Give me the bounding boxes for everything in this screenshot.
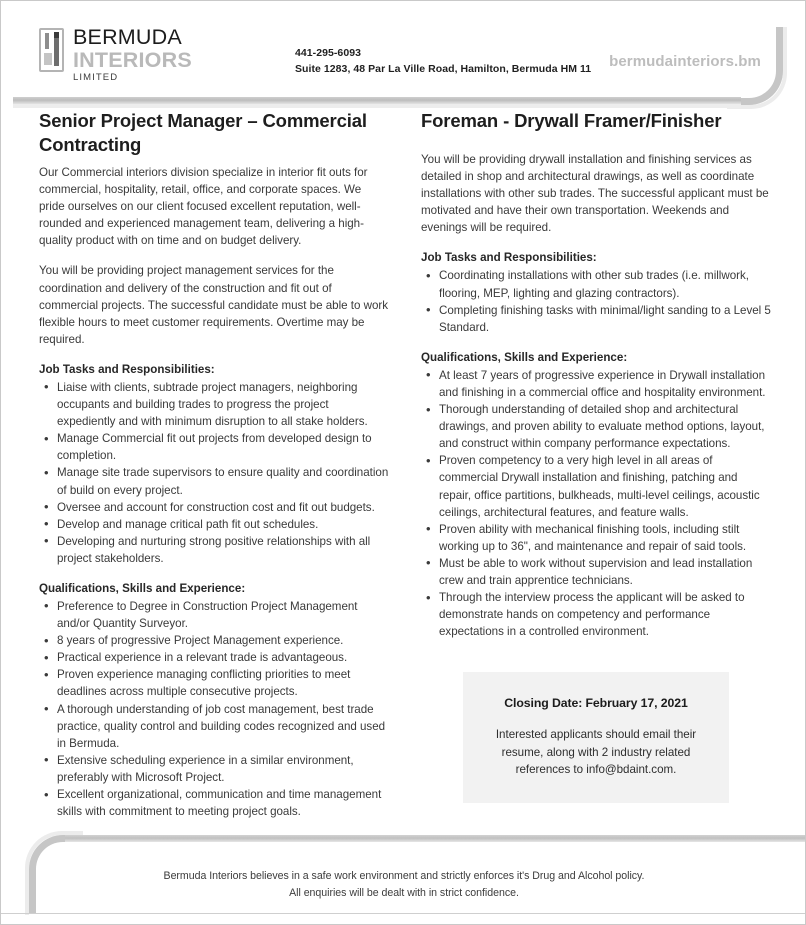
- job-tasks-heading: Job Tasks and Responsibilities:: [39, 362, 215, 376]
- job-tasks-list: [39, 379, 389, 567]
- job-qualifications-list: [39, 598, 389, 820]
- page-header: [1, 1, 805, 93]
- list-item: • Proven ability with mechanical finishing tools, including stilt working up to 36", and maintenance and repair of said tools.: [421, 521, 771, 555]
- job-intro-paragraph-2: You will be providing project management services for the coordination and delivery of the construction and fit out of commercial projects. The successful candidate must be able to work flexible hours to meet customer requirements. Overtime may be required.: [39, 264, 389, 346]
- job-intro-paragraph-1: Our Commercial interiors division specialize in interior fit outs for commercial, hospitality, retail, office, and corporate spaces. We pride ourselves on our client focused excellent reputation, well-rounded and experienced management team, delivering a high-quality product with on time and on budget delivery.: [39, 166, 368, 248]
- bermuda-b-logo-icon: [39, 28, 64, 72]
- list-item: • Oversee and account for construction cost and fit out budgets.: [39, 499, 389, 516]
- contact-address: Suite 1283, 48 Par La Ville Road, Hamilton, Bermuda HM 11: [295, 63, 592, 75]
- list-item: • Extensive scheduling experience in a similar environment, preferably with Microsoft Project.: [39, 752, 389, 786]
- list-item: • Completing finishing tasks with minimal/light sanding to a Level 5 Standard.: [421, 302, 771, 336]
- job-column-senior-project-manager: [39, 109, 389, 833]
- closing-date-box: [463, 672, 729, 802]
- list-item: • Develop and manage critical path fit out schedules.: [39, 516, 389, 533]
- company-logo: [39, 27, 239, 84]
- list-item: • Liaise with clients, subtrade project managers, neighboring occupants and building trades to progress the project expediently and with minimum disruption to all stake holders.: [39, 379, 389, 430]
- list-item: • Practical experience in a relevant trade is advantageous.: [39, 649, 389, 666]
- list-item: • Preference to Degree in Construction Project Management and/or Quantity Surveyor.: [39, 598, 389, 632]
- footer-policy-line: Bermuda Interiors believes in a safe work environment and strictly enforces it's Drug and Alcohol policy.: [163, 870, 645, 882]
- company-website: bermudainteriors.bm: [609, 53, 761, 70]
- job-listings: [1, 93, 805, 833]
- list-item: • Excellent organizational, communication and time management skills with commitment to meeting project goals.: [39, 786, 389, 820]
- wordmark-line-bermuda: BERMUDA: [73, 25, 182, 49]
- list-item: • Must be able to work without supervision and lead installation crew and train apprentice technicians.: [421, 555, 771, 589]
- closing-date-instructions: Interested applicants should email their resume, along with 2 industry related references to info@bdaint.com.: [495, 728, 697, 777]
- closing-date-title: Closing Date: February 17, 2021: [504, 696, 688, 711]
- list-item: • 8 years of progressive Project Management experience.: [39, 632, 389, 649]
- job-qualifications-heading: Qualifications, Skills and Experience:: [421, 350, 628, 364]
- page-footer: [1, 868, 806, 902]
- job-tasks-heading: Job Tasks and Responsibilities:: [421, 251, 597, 265]
- list-item: • Through the interview process the applicant will be asked to demonstrate hands on competency and performance expectations in a controlled environment.: [421, 589, 771, 640]
- wordmark-line-interiors: INTERIORS: [73, 48, 192, 72]
- list-item: • Developing and nurturing strong positive relationships with all project stakeholders.: [39, 533, 389, 567]
- job-tasks-list: [421, 267, 771, 335]
- list-item: • Manage site trade supervisors to ensure quality and coordination of build on every project.: [39, 464, 389, 498]
- job-title: Foreman - Drywall Framer/Finisher: [421, 110, 722, 131]
- job-qualifications-heading: Qualifications, Skills and Experience:: [39, 581, 246, 595]
- list-item: • Coordinating installations with other sub trades (i.e. millwork, flooring, MEP, lighting and glazing contractors).: [421, 267, 771, 301]
- job-column-foreman-drywall: [421, 109, 771, 833]
- footer-divider: [1, 913, 806, 914]
- job-title: Senior Project Manager – Commercial Contracting: [39, 110, 367, 155]
- list-item: • At least 7 years of progressive experience in Drywall installation and finishing in a commercial office and hospitality environment.: [421, 367, 771, 401]
- list-item: • Thorough understanding of detailed shop and architectural drawings, and proven ability to evaluate method options, layout, and construct within company performance expectations.: [421, 401, 771, 452]
- wordmark-line-limited: LIMITED: [73, 72, 119, 83]
- list-item: • Proven experience managing conflicting priorities to meet deadlines across multiple consecutive projects.: [39, 666, 389, 700]
- contact-phone: 441-295-6093: [295, 47, 361, 59]
- company-wordmark: [73, 27, 192, 84]
- job-intro-paragraph-1: You will be providing drywall installation and finishing services as detailed in shop and architectural drawings, as well as coordinate installations with other sub trades. The successful applicant must be motivated and have their own transportation. Weekends and evenings will be required.: [421, 153, 769, 235]
- footer-confidence-line: All enquiries will be dealt with in strict confidence.: [289, 887, 519, 899]
- list-item: • Proven competency to a very high level in all areas of commercial Drywall installation and finishing, patching and repair, office partitions, bulkheads, multi-level ceilings, acoustic ceilings, architectural features, and feature walls.: [421, 452, 771, 520]
- job-qualifications-list: [421, 367, 771, 641]
- list-item: • Manage Commercial fit out projects from developed design to completion.: [39, 430, 389, 464]
- list-item: • A thorough understanding of job cost management, best trade practice, quality control and building codes recognized and used in Bermuda.: [39, 701, 389, 752]
- contact-details: [295, 27, 609, 77]
